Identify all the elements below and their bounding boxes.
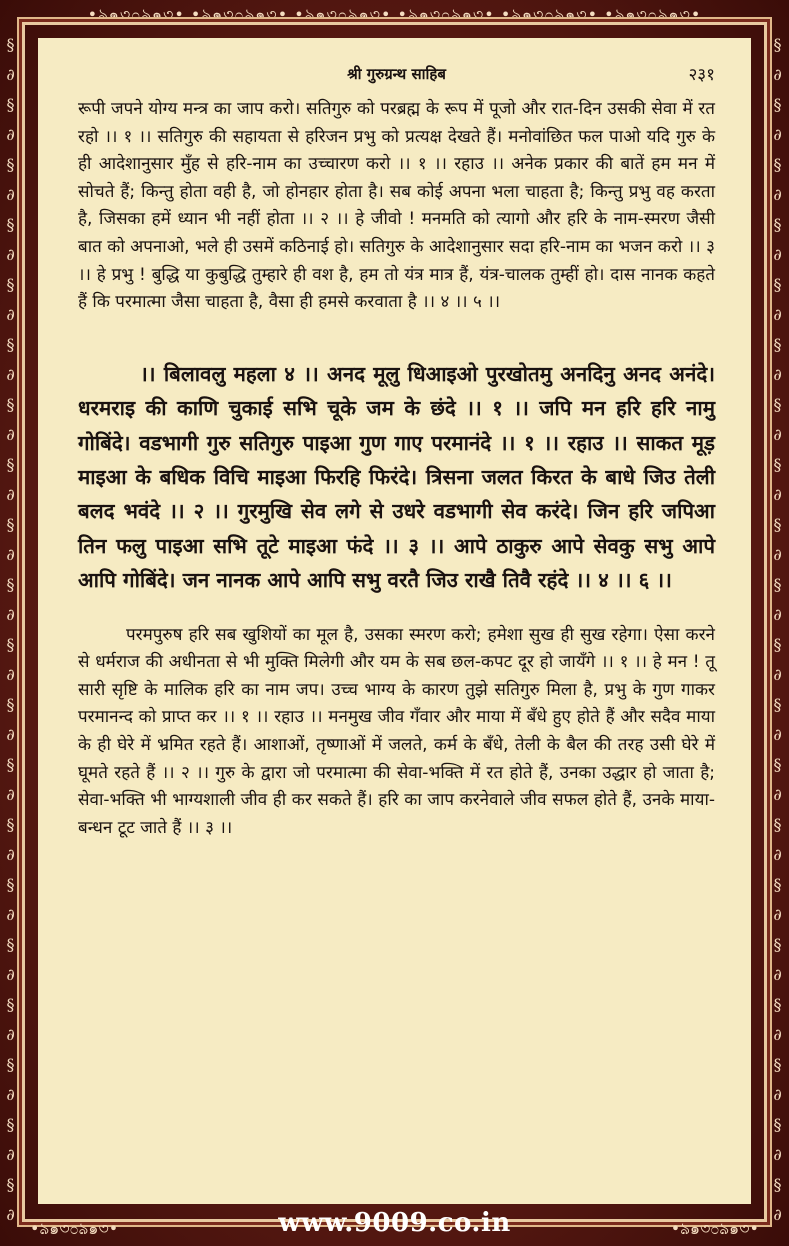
book-page (38, 38, 751, 1204)
page-header (78, 56, 715, 94)
footer-ornament-left: •ঌ๑৩೦ঌ๑৩• (30, 1219, 119, 1238)
right-border-ornament: § ∂ § ∂ § ∂ § ∂ § ∂ § ∂ § ∂ § ∂ § ∂ § ∂ § ∂ § ∂ § ∂ § ∂ § ∂ § ∂ § ∂ § ∂ § ∂ § ∂ (773, 35, 783, 1224)
translation-paragraph-1: रूपी जपने योग्य मन्त्र का जाप करो। सतिगुरु को परब्रह्म के रूप में पूजो और रात-दिन उसकी सेवा में रत रहो ।। १ ।। सतिगुरु की सहायता से हरिजन प्रभु को प्रत्यक्ष देखते हैं। मनोवांछित फल पाओ यदि गुरु के ही आदेशानुसार मुँह से हरि-नाम का उच्चारण करो ।। १ ।। रहाउ ।। अनेक प्रकार की बातें हम मन में सोचते हैं; किन्तु होता वही है, जो होनहार होता है। सब कोई अपना भला चाहता है; किन्तु प्रभु वह करता है, जिसका हमें ध्यान भी नहीं होता ।। २ ।। हे जीवो ! मनमति को त्यागो और हरि के नाम-स्मरण जैसी बात को अपनाओ, भले ही उसमें कठिनाई हो। सतिगुरु के आदेशानुसार सदा हरि-नाम का भजन करो ।। ३ ।। हे प्रभु ! बुद्धि या कुबुद्धि तुम्हारे ही वश है, हम तो यंत्र मात्र हैं, यंत्र-चालक तुम्हीं हो। दास नानक कहते हैं कि परमात्मा जैसा चाहता है, वैसा ही हमसे करवाता है ।। ४ ।। ५ ।। (78, 99, 715, 313)
page-number: २३१ (688, 65, 715, 85)
gurbani-verse: ।। बिलावलु महला ४ ।। अनद मूलु धिआइओ पुरखोतमु अनदिनु अनद अनंदे। धरमराइ की काणि चुकाई सभि चूके जम के छंदे ।। १ ।। जपि मन हरि हरि नामु गोबिंदे। वडभागी गुरु सतिगुरु पाइआ गुण गाए परमानंदे ।। १ ।। रहाउ ।। साकत मूड़ माइआ के बधिक विचि माइआ फिरहि फिरंदे। त्रिसना जलत किरत के बाधे जिउ तेली बलद भवंदे ।। २ ।। गुरमुखि सेव लगे से उधरे वडभागी सेव करंदे। जिन हरि जपिआ तिन फलु पाइआ सभि तूटे माइआ फंदे ।। ३ ।। आपे ठाकुरु आपे सेवकु सभु आपे आपि गोबिंदे। जन नानक आपे आपि सभु वरतै जिउ राखै तिवै रहंदे ।। ४ ।। ६ ।। (78, 361, 715, 593)
translation-paragraph-2: परमपुरुष हरि सब खुशियों का मूल है, उसका स्मरण करो; हमेशा सुख ही सुख रहेगा। ऐसा करने से धर्मराज की अधीनता से भी मुक्ति मिलेगी और यम के सब छल-कपट दूर हो जायँगे ।। १ ।। हे मन ! तू सारी सृष्टि के मालिक हरि का नाम जप। उच्च भाग्य के कारण तुझे सतिगुरु मिला है, प्रभु के गुण गाकर परमानन्द को प्राप्त कर ।। १ ।। रहाउ ।। मनमुख जीव गँवार और माया में बँधे हुए होते हैं और सदैव माया के ही घेरे में भ्रमित रहते हैं। आशाओं, तृष्णाओं में जलते, कर्म के बँधे, तेली के बैल की तरह उसी घेरे में घूमते रहते हैं ।। २ ।। गुरु के द्वारा जो परमात्मा की सेवा-भक्ति में रत होते हैं, उनका उद्धार हो जाता है; सेवा-भक्ति भी भाग्यशाली जीव ही कर सकते हैं। हरि का जाप करनेवाले जीव सफल होते हैं, उनके माया-बन्धन टूट जाते हैं ।। ३ ।। (78, 624, 715, 838)
page-title: श्री गुरुग्रन्थ साहिब (347, 65, 446, 83)
footer-ornament-right: •ঌ๑৩೦ঌ๑৩• (670, 1219, 759, 1238)
top-border-ornament: •ঌ๑৩೦ঌ๑৩• •ঌ๑৩೦ঌ๑৩• •ঌ๑৩೦ঌ๑৩• •ঌ๑৩೦ঌ๑৩• •ঌ๑৩೦ঌ๑৩• •ঌ๑৩೦ঌ๑৩• (87, 5, 702, 24)
left-border-ornament: § ∂ § ∂ § ∂ § ∂ § ∂ § ∂ § ∂ § ∂ § ∂ § ∂ § ∂ § ∂ § ∂ § ∂ § ∂ § ∂ § ∂ § ∂ § ∂ § ∂ (6, 35, 16, 1224)
website-link[interactable]: www.9009.co.in (278, 1208, 511, 1238)
